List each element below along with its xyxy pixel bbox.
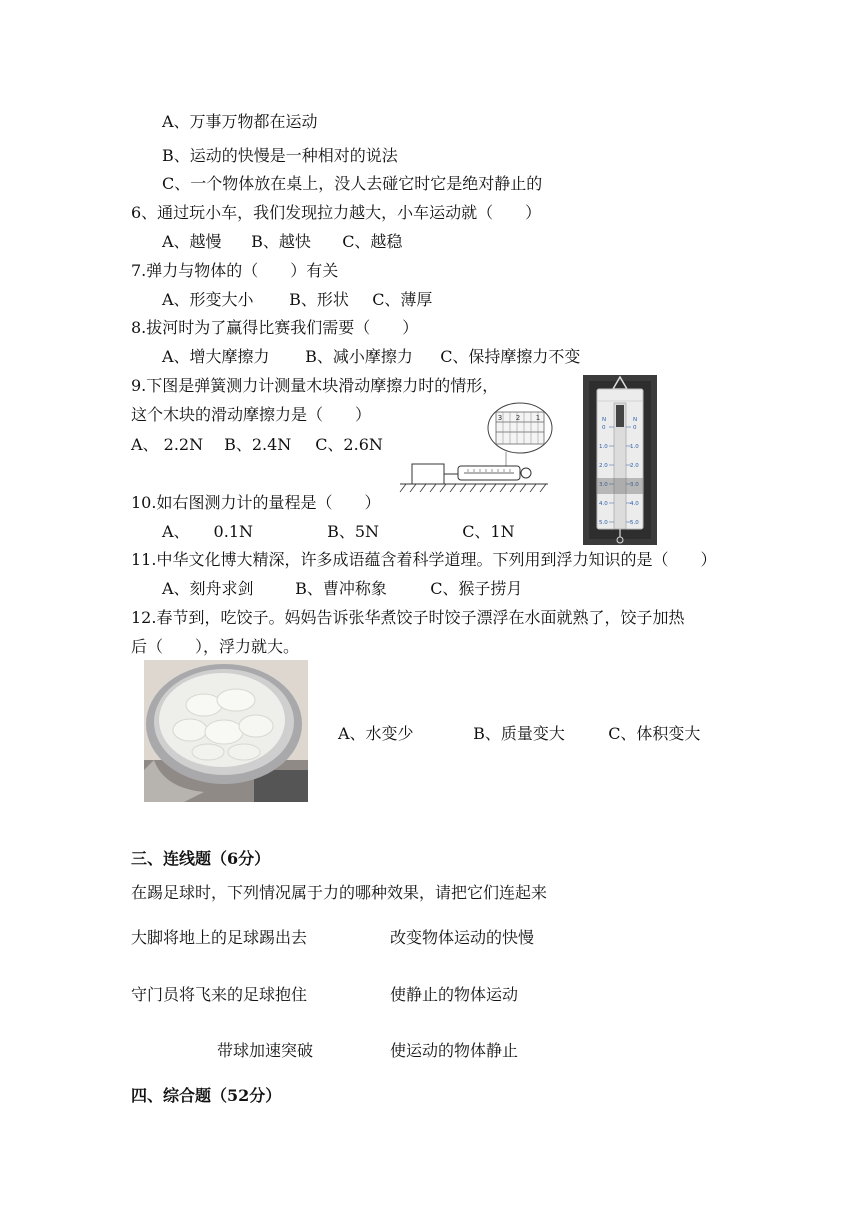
zoom-mark-2: 2 (515, 414, 521, 422)
q8-options (162, 346, 580, 368)
q12-option-c: C、体积变大 (608, 724, 701, 743)
q6-options (162, 231, 402, 253)
dumplings-pot-photo (144, 660, 308, 802)
q9-option-b: B、2.4N (224, 435, 292, 454)
scale-mark-5-right: 5.0 (630, 520, 639, 526)
q11-stem: 11.中华文化博大精深，许多成语蕴含着科学道理。下列用到浮力知识的是（ ） (131, 550, 717, 569)
scale-mark-5-left: 5.0 (599, 520, 608, 526)
q9-stem-line2: 这个木块的滑动摩擦力是（ ） (131, 405, 372, 424)
scale-mark-3-left: 3.0 (599, 482, 608, 488)
q12-option-b: B、质量变大 (473, 724, 565, 743)
q12-stem-line1: 12.春节到，吃饺子。妈妈告诉张华煮饺子时饺子漂浮在水面就熟了，饺子加热 (131, 608, 685, 627)
zoom-mark-3: 3 (497, 414, 503, 422)
scale-mark-1-left: 1.0 (599, 444, 608, 450)
q8-option-b: B、减小摩擦力 (305, 347, 413, 366)
match-left-3: 带球加速突破 (217, 1041, 314, 1060)
q10-stem: 10.如右图测力计的量程是（ ） (131, 493, 381, 512)
q6-stem: 6、通过玩小车，我们发现拉力越大，小车运动就（ ） (131, 203, 542, 222)
scale-mark-2-right: 2.0 (630, 463, 639, 469)
q5-option-b: B、运动的快慢是一种相对的说法 (162, 146, 398, 165)
q8-option-c: C、保持摩擦力不变 (440, 347, 581, 366)
wood-block (412, 464, 444, 484)
match-right-2: 使静止的物体运动 (390, 985, 519, 1004)
q10-option-a: A、 0.1N (162, 522, 254, 541)
scale-mark-4-right: 4.0 (630, 501, 639, 507)
spring-scale-photo (583, 375, 657, 545)
section-3-heading: 三、连线题（6分） (131, 849, 271, 868)
q8-option-a: A、增大摩擦力 (162, 347, 270, 366)
q9-option-c: C、2.6N (315, 435, 383, 454)
match-right-3: 使运动的物体静止 (390, 1041, 519, 1060)
zoom-mark-1: 1 (535, 414, 541, 422)
match-left-1: 大脚将地上的足球踢出去 (131, 928, 308, 947)
friction-measurement-figure (398, 402, 560, 494)
match-left-2: 守门员将飞来的足球抱住 (131, 985, 308, 1004)
q10-option-c: C、1N (462, 522, 515, 541)
q11-option-c: C、猴子捞月 (430, 579, 523, 598)
q10-option-b: B、5N (327, 522, 380, 541)
q11-option-a: A、刻舟求剑 (162, 579, 254, 598)
q11-options (162, 578, 522, 600)
q12-stem-line2: 后（ ），浮力就大。 (131, 637, 300, 656)
q11-option-b: B、曹冲称象 (295, 579, 387, 598)
scale-mark-1-right: 1.0 (630, 444, 639, 450)
scale-mark-4-left: 4.0 (599, 501, 608, 507)
zoom-magnifier (488, 403, 552, 466)
q12-options (338, 723, 700, 745)
q9-stem-line1: 9.下图是弹簧测力计测量木块滑动摩擦力时的情形， (131, 376, 499, 395)
section-3-intro: 在踢足球时，下列情况属于力的哪种效果，请把它们连起来 (131, 883, 548, 902)
scale-mark-0-left: 0 (602, 425, 606, 431)
section-4-heading: 四、综合题（52分） (131, 1086, 282, 1105)
q7-option-c: C、薄厚 (372, 290, 433, 309)
q6-option-b: B、越快 (251, 232, 311, 251)
match-right-1: 改变物体运动的快慢 (390, 928, 535, 947)
q12-option-a: A、水变少 (338, 724, 414, 743)
scale-unit-right: N (633, 417, 638, 423)
q6-option-a: A、越慢 (162, 232, 222, 251)
q7-options (162, 289, 432, 311)
q5-option-c: C、一个物体放在桌上，没人去碰它时它是绝对静止的 (162, 174, 543, 193)
q8-stem: 8.拔河时为了赢得比赛我们需要（ ） (131, 318, 419, 337)
q9-options (131, 434, 383, 456)
q7-option-a: A、形变大小 (162, 290, 254, 309)
q9-option-a: A、 2.2N (131, 435, 204, 454)
scale-mark-2-left: 2.0 (599, 463, 608, 469)
q7-option-b: B、形状 (289, 290, 349, 309)
q6-option-c: C、越稳 (342, 232, 403, 251)
scale-mark-3-right: 3.0 (630, 482, 639, 488)
q5-option-a: A、万事万物都在运动 (162, 112, 318, 131)
scale-unit-left: N (602, 417, 607, 423)
q10-options (162, 521, 515, 543)
q7-stem: 7.弹力与物体的（ ）有关 (131, 261, 339, 280)
scale-mark-0-right: 0 (633, 425, 637, 431)
